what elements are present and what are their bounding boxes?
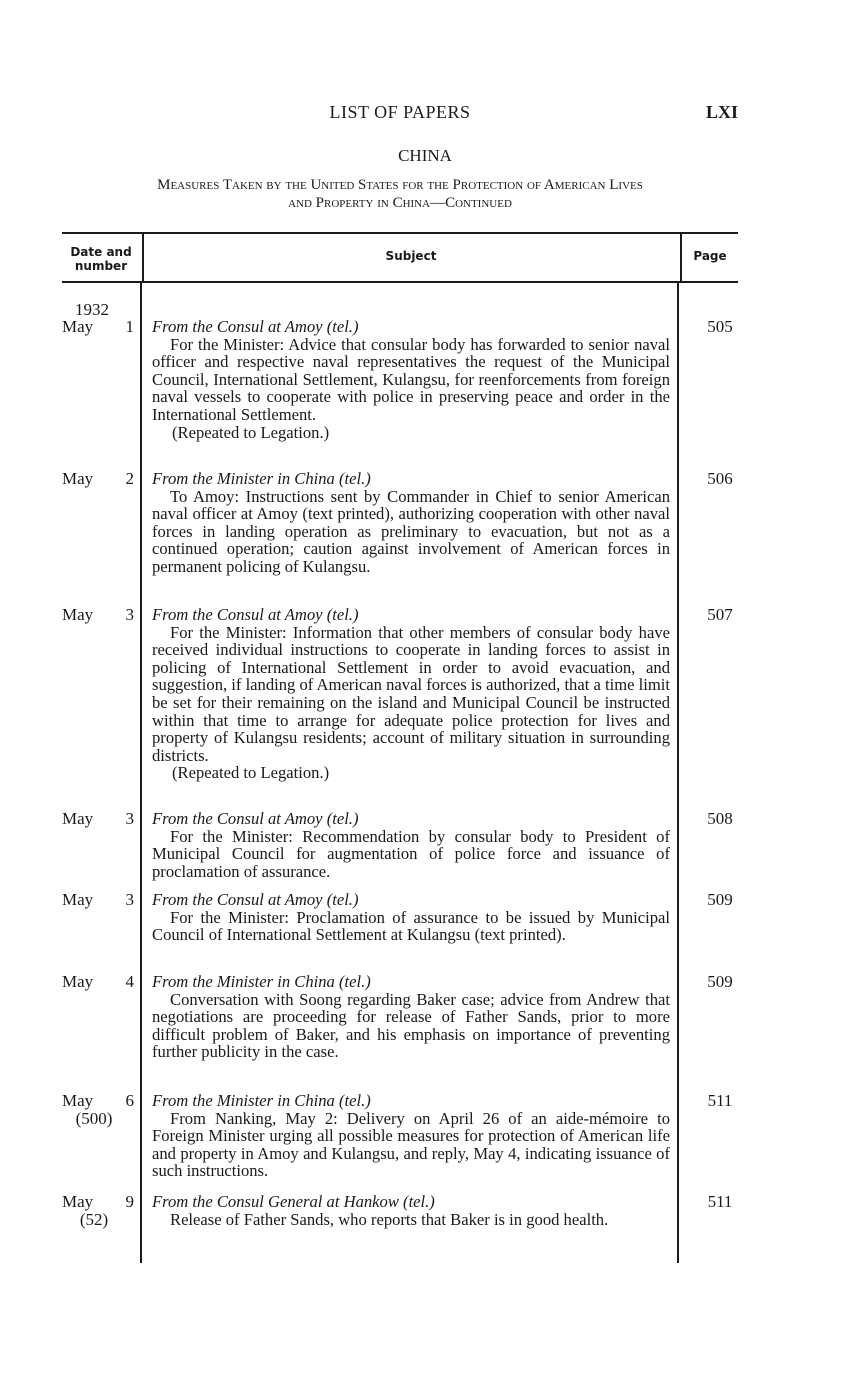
entry-number: (500) xyxy=(75,1109,113,1128)
column-divider xyxy=(140,283,142,1263)
column-header-date-line-2: number xyxy=(74,259,128,273)
entry-from: From the Consul General at Hankow (tel.) xyxy=(152,1192,435,1211)
entry-month: May xyxy=(62,809,94,828)
entry-subject xyxy=(152,973,670,1061)
entry-day: 3 xyxy=(125,890,134,909)
section-subtitle xyxy=(62,176,738,212)
entry-from: From the Minister in China (tel.) xyxy=(152,469,371,488)
entry-repeated-note: (Repeated to Legation.) xyxy=(172,422,330,442)
entry-from: From the Minister in China (tel.) xyxy=(152,972,371,991)
entry-number: (52) xyxy=(79,1210,109,1229)
entry-page: 511 xyxy=(707,1091,733,1110)
entry-body: To Amoy: Instructions sent by Commander in Chief to senior American naval officer at Amoy (text printed), authorizing cooperation with other naval forces in landing operation as preliminary to evacuation, but not as a continued operation; caution against involvement of American forces in permanent policing of Kulangsu. xyxy=(152,486,670,576)
entry-subject xyxy=(152,1092,670,1180)
entry-day: 3 xyxy=(125,809,134,828)
entry-body: From Nanking, May 2: Delivery on April 26 of an aide-mémoire to Foreign Minister urging all possible measures for protection of American life and property in Amoy and Kulangsu, and reply, May 4, indicating issuance of such instructions. xyxy=(152,1108,670,1181)
year-label: 1932 xyxy=(75,300,109,319)
section-title: CHINA xyxy=(398,146,452,165)
entry-day: 1 xyxy=(125,317,134,336)
entry-day: 4 xyxy=(125,972,134,991)
entry-month: May xyxy=(62,1091,94,1110)
entry-day: 6 xyxy=(125,1091,134,1110)
entry-subject xyxy=(152,470,670,576)
entry-day: 3 xyxy=(125,605,134,624)
entry-month: May xyxy=(62,469,94,488)
entry-body: Release of Father Sands, who reports that Baker is in good health. xyxy=(170,1209,609,1229)
entry-page: 509 xyxy=(707,972,733,991)
column-header-date-line-1: Date and xyxy=(70,245,132,259)
entry-from: From the Minister in China (tel.) xyxy=(152,1091,371,1110)
entry-month: May xyxy=(62,890,94,909)
entry-page: 511 xyxy=(707,1192,733,1211)
entry-body: For the Minister: Recommendation by consular body to President of Municipal Council for augmentation of police force and issuance of proclamation of assurance. xyxy=(152,826,670,881)
entry-from: From the Consul at Amoy (tel.) xyxy=(152,809,359,828)
entry-month: May xyxy=(62,317,94,336)
entry-body: For the Minister: Advice that consular body has forwarded to senior naval officer and respective naval representatives the request of the Municipal Council, International Settlement, Kulangsu, for reenforcements from foreign naval vessels to cooperate with police in preserving peace and order in the International Settlement. xyxy=(152,334,670,424)
entry-day: 9 xyxy=(125,1192,134,1211)
page-number: LXI xyxy=(705,102,738,122)
section-subtitle-line-1: Measures Taken by the United States for the Protection of American Lives xyxy=(157,177,643,193)
entry-subject xyxy=(152,891,670,944)
column-divider xyxy=(677,283,679,1263)
page-header xyxy=(62,102,738,126)
entry-repeated-note: (Repeated to Legation.) xyxy=(172,763,330,783)
entry-body: For the Minister: Information that other members of consular body have received individual instructions to cooperate in landing forces to assist in policing of International Settlement in order to avoid evacuation, and suggestion, if landing of American naval forces is authorized, that a time limit be set for their remaining on the island and Municipal Council be instructed within that time to arrange for adequate police protection for lives and property of Kulangsu residents; account of military situation in surrounding districts. xyxy=(152,622,670,765)
column-header-page: Page xyxy=(693,249,727,263)
entry-body: For the Minister: Proclamation of assurance to be issued by Municipal Council of International Settlement at Kulangsu (text printed). xyxy=(152,907,670,945)
entry-body: Conversation with Soong regarding Baker case; advice from Andrew that negotiations are proceeding for release of Father Sands, prior to more difficult problem of Baker, and his emphasis on importance of preventing further publicity in the case. xyxy=(152,989,670,1062)
entry-page: 509 xyxy=(707,890,733,909)
entry-page: 508 xyxy=(707,809,733,828)
entry-subject xyxy=(152,318,670,441)
column-header-subject: Subject xyxy=(385,249,437,263)
entry-month: May xyxy=(62,1192,94,1211)
entry-subject xyxy=(152,810,670,880)
entry-from: From the Consul at Amoy (tel.) xyxy=(152,605,359,624)
entry-page: 505 xyxy=(707,317,733,336)
column-header-date xyxy=(62,245,140,273)
running-title: LIST OF PAPERS xyxy=(329,102,471,122)
entry-from: From the Consul at Amoy (tel.) xyxy=(152,317,359,336)
section-subtitle-line-2: and Property in China—Continued xyxy=(288,195,512,211)
entry-month: May xyxy=(62,972,94,991)
entry-page: 507 xyxy=(707,605,733,624)
entry-page: 506 xyxy=(707,469,733,488)
table-header-rule xyxy=(62,281,738,283)
entry-subject xyxy=(152,606,670,782)
entry-subject xyxy=(152,1193,670,1228)
entry-month: May xyxy=(62,605,94,624)
table-top-rule xyxy=(62,232,738,234)
entry-day: 2 xyxy=(125,469,134,488)
entry-from: From the Consul at Amoy (tel.) xyxy=(152,890,359,909)
